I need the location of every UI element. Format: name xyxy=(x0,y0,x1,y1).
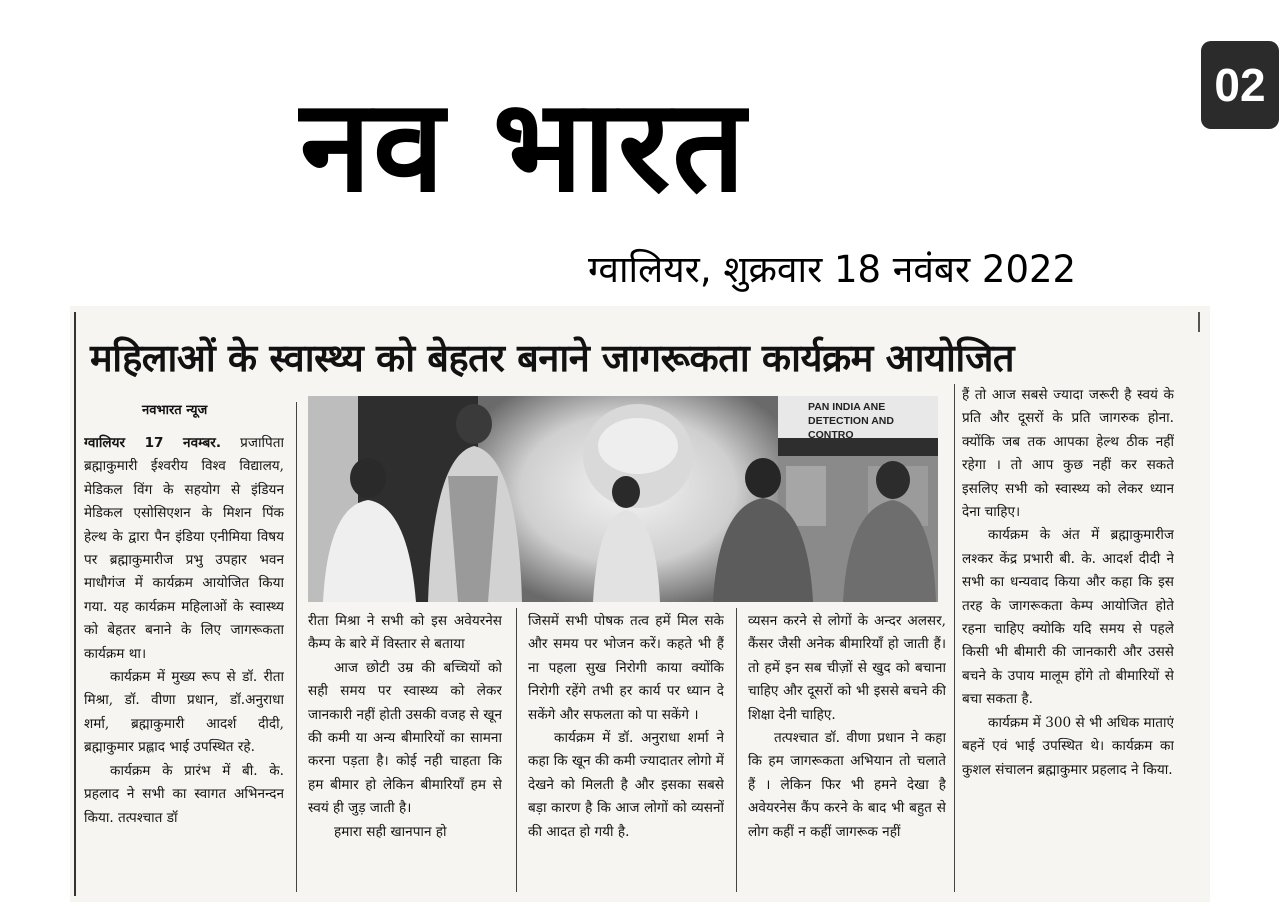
article-column-2 xyxy=(308,610,502,894)
article-paragraph: कार्यक्रम में मुख्य रूप से डॉ. रीता मिश्रा, डॉ. वीणा प्रधान, डॉ.अनुराधा शर्मा, ब्रह्माकुमारी आदर्श दीदी, ब्रह्माकुमार प्रह्लाद भाई उपस्थित रहे. xyxy=(84,669,284,756)
article-paragraph: व्यसन करने से लोगों के अन्दर अलसर, कैंसर जैसी अनेक बीमारियाँ हो जाती हैं। तो हमें इन सब चीज़ों से खुद को बचाना चाहिए और दूसरों को भी इससे बचने की शिक्षा देनी चाहिए. xyxy=(748,613,946,723)
clipping-edge xyxy=(74,312,76,896)
dateline: ग्वालियर, शुक्रवार 18 नवंबर 2022 xyxy=(588,248,1077,291)
page-number-badge: 02 xyxy=(1201,41,1279,129)
newspaper-masthead: नव भारत xyxy=(300,72,748,221)
article-lead: ग्वालियर 17 नवम्बर. xyxy=(84,435,222,451)
article-paragraph: कार्यक्रम के प्रारंभ में बी. के. प्रहलाद ने सभी का स्वागत अभिनन्दन किया. तत्पश्चात डॉ xyxy=(84,762,284,826)
photo-banner xyxy=(778,396,938,441)
article-paragraph: आज छोटी उम्र की बच्चियों को सही समय पर स्वास्थ्य को लेकर जानकारी नहीं होती उसकी वजह से खून की कमी या अन्य बीमारियों का सामना करना पड़ता है। कोई नही चाहता कि हम बीमार हो लेकिन बीमारियाँ हम से स्वयं ही जुड़ जाती है। xyxy=(308,659,502,817)
article-paragraph: रीता मिश्रा ने सभी को इस अवेयरनेस कैम्प के बारे में विस्तार से बताया xyxy=(308,613,502,653)
article-paragraph: कार्यक्रम के अंत में ब्रह्माकुमारीज लश्कर केंद्र प्रभारी बी. के. आदर्श दीदी ने सभी का धन्यवाद किया और कहा कि इस तरह के जागरूकता केम्प आयोजित होते रहना चाहिए क्योकि यदि समय से पहले किसी भी बीमारी की जानकारी और उससे बचने के उपाय मालूम होंगे तो बीमारियों से बचा सकता है. xyxy=(962,527,1174,708)
clipping-edge xyxy=(1198,312,1200,332)
article-column-1 xyxy=(84,432,284,894)
banner-line-2: DETECTION AND CONTRO xyxy=(808,415,894,441)
column-divider xyxy=(296,402,297,892)
column-divider xyxy=(736,608,737,892)
column-divider xyxy=(954,384,955,892)
article-column-3 xyxy=(528,610,724,894)
article-column-4 xyxy=(748,610,946,894)
article-paragraph: हमारा सही खानपान हो xyxy=(334,823,447,840)
article-paragraph: कार्यक्रम में डॉ. अनुराधा शर्मा ने कहा कि खून की कमी ज्यादातर लोगो में देखने को मिलती है और इसका सबसे बड़ा कारण है कि आज लोगों को व्यसनों की आदत हो गयी है. xyxy=(528,730,724,840)
article-paragraph: जिसमें सभी पोषक तत्व हमें मिल सके और समय पर भोजन करें। कहते भी हैं ना पहला सुख निरोगी काया क्योंकि निरोगी रहेंगे तभी हर कार्य पर ध्यान दे सकेंगे और सफलता को पा सकेंगे । xyxy=(528,613,724,723)
article-paragraph: तत्पश्चात डॉ. वीणा प्रधान ने कहा कि हम जागरूकता अभियान तो चलाते हैं । लेकिन फिर भी हमने देखा है अवेयरनेस कैंप करने के बाद भी बहुत से लोग कहीं न कहीं जागरूक नहीं xyxy=(748,730,946,840)
article-paragraph: हैं तो आज सबसे ज्यादा जरूरी है स्वयं के प्रति और दूसरों के प्रति जागरुक होना. क्योंकि जब तक आपका हेल्थ ठीक नहीं रहेगा । तो आप कुछ नहीं कर सकते इसलिए सभी को स्वास्थ्य को लेकर ध्यान देना चाहिए। xyxy=(962,387,1174,521)
column-divider xyxy=(516,608,517,892)
article-byline: नवभारत न्यूज xyxy=(142,403,208,418)
article-headline: महिलाओं के स्वास्थ्य को बेहतर बनाने जागरूकता कार्यक्रम आयोजित xyxy=(90,336,1015,380)
article-paragraph: कार्यक्रम में 300 से भी अधिक माताएं बहनें एवं भाई उपस्थित थे। कार्यक्रम का कुशल संचालन ब्रह्माकुमार प्रहलाद ने किया. xyxy=(962,714,1174,778)
article-paragraph: प्रजापिता ब्रह्माकुमारी ईश्वरीय विश्व विद्यालय, मेडिकल विंग के सहयोग से इंडियन मेडिकल एसोसिएशन के मिशन पिंक हेल्थ के द्वारा पैन इंडिया एनीमिया विषय पर ब्रह्माकुमारीज प्रभु उपहार भवन माधौगंज में कार्यक्रम आयोजित किया गया. यह कार्यक्रम महिलाओं के स्वास्थ्य को बेहतर बनाने के लिए जागरूकता कार्यक्रम था। xyxy=(84,435,284,662)
article-column-5 xyxy=(962,384,1174,894)
banner-line-1: PAN INDIA ANE xyxy=(808,401,886,413)
